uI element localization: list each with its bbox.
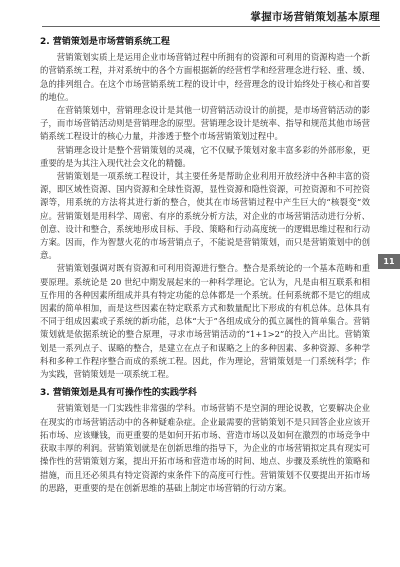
chapter-side-tab: 11 (378, 254, 400, 269)
body-paragraph: 营销策划实质上是运用企业市场营销过程中所拥有的资源和可利用的资源构造一个新的营销系统工程，并对系统中的各个方面根据新的经营哲学和经营理念进行轻、重、缓、急的排列组合。在这个市场营销系统工程的设计中，经营理念的设计始终处于核心和首要的地位。 (40, 52, 370, 102)
body-paragraph: 营销策划是一门实践性非常强的学科。市场营销不是空洞的理论说教，它要解决企业在现实的市场营销活动中的各种疑难杂症。企业最需要的营销策划不是只回答企业应该开拓市场、应该赚钱，而更重要的是如何开拓市场、营造市场以及如何在激烈的市场竞争中获取丰厚的利润。营销策划就是在创新思维的指导下，为企业的市场营销拟定具有现实可操作性的营销策划方案，提出开拓市场和营造市场的时间、地点、步骤及系统性的策略和措施，而且还必须具有特定资源约束条件下的高度可行性。营销策划不仅要提出开拓市场的思路，更重要的是在创新思维的基础上制定市场营销的行动方案。 (40, 403, 370, 493)
running-header-title: 掌握市场营销策划基本原理 (250, 11, 380, 23)
body-paragraph: 营销策划强调对既有资源和可利用资源进行整合。整合是系统论的一个基本范畴和重要原理。系统论是 20 世纪中期发展起来的一种科学理论。它认为，凡是由相互联系和相互作用的各种因素所组成并具有特定功能的总体都是一个系统。任何系统都不是它的组成因素的简单相加，而是这些因素在特定联系方式和数量配比下形成的有机总体。总体具有不同于组成因素或子系统的新功能，总体“大于”各组成成分的孤立属性的简单集合。营销策划就是依据系统论的整合原理，寻求市场营销活动的“1+1>2”的投入产出比。营销策划是一系列点子、谋略的整合，是建立在点子和谋略之上的多种因素、多种资源、多种学科和多种工作程序整合而成的系统工程。因此，作为理论，营销策划是一门系统科学；作为实践，营销策划是一项系统工程。 (40, 263, 370, 380)
body-paragraph: 在营销策划中，营销理念设计是其他一切营销活动设计的前提，是市场营销活动的影子，而市场营销活动则是营销理念的原型。营销理念设计是统率、指导和规范其他市场营销系统工程设计的核心力量，并渗透于整个市场营销策划过程中。 (40, 105, 370, 142)
section-heading-3: 3. 营销策划是具有可操作性的实践学科 (40, 388, 197, 399)
body-paragraph: 营销策划是一项系统工程设计，其主要任务是帮助企业利用开放经济中各种丰富的资源，即区域性资源、国内资源和全球性资源，显性资源和隐性资源，可控资源和不可控资源等，用系统的方法将其进行新的整合，使其在市场营销过程中产生巨大的“核裂变”效应。营销策划是用科学、周密、有序的系统分析方法，对企业的市场营销活动进行分析、创意、设计和整合，系统地形成目标、手段、策略和行动高度统一的逻辑思维过程和行动方案。因而，作为智慧火花的市场营销点子，不能说是营销策划，而只是营销策划中的创意。 (40, 171, 370, 261)
page-body (40, 30, 370, 495)
body-paragraph: 营销理念设计是整个营销策划的灵魂，它不仅赋予策划对象丰富多彩的外部形象，更重要的是为其注入现代社会文化的精髓。 (40, 144, 370, 168)
section-heading-2: 2. 营销策划是市场营销系统工程 (40, 37, 170, 47)
header-rule (42, 26, 380, 27)
page-header (0, 0, 400, 30)
